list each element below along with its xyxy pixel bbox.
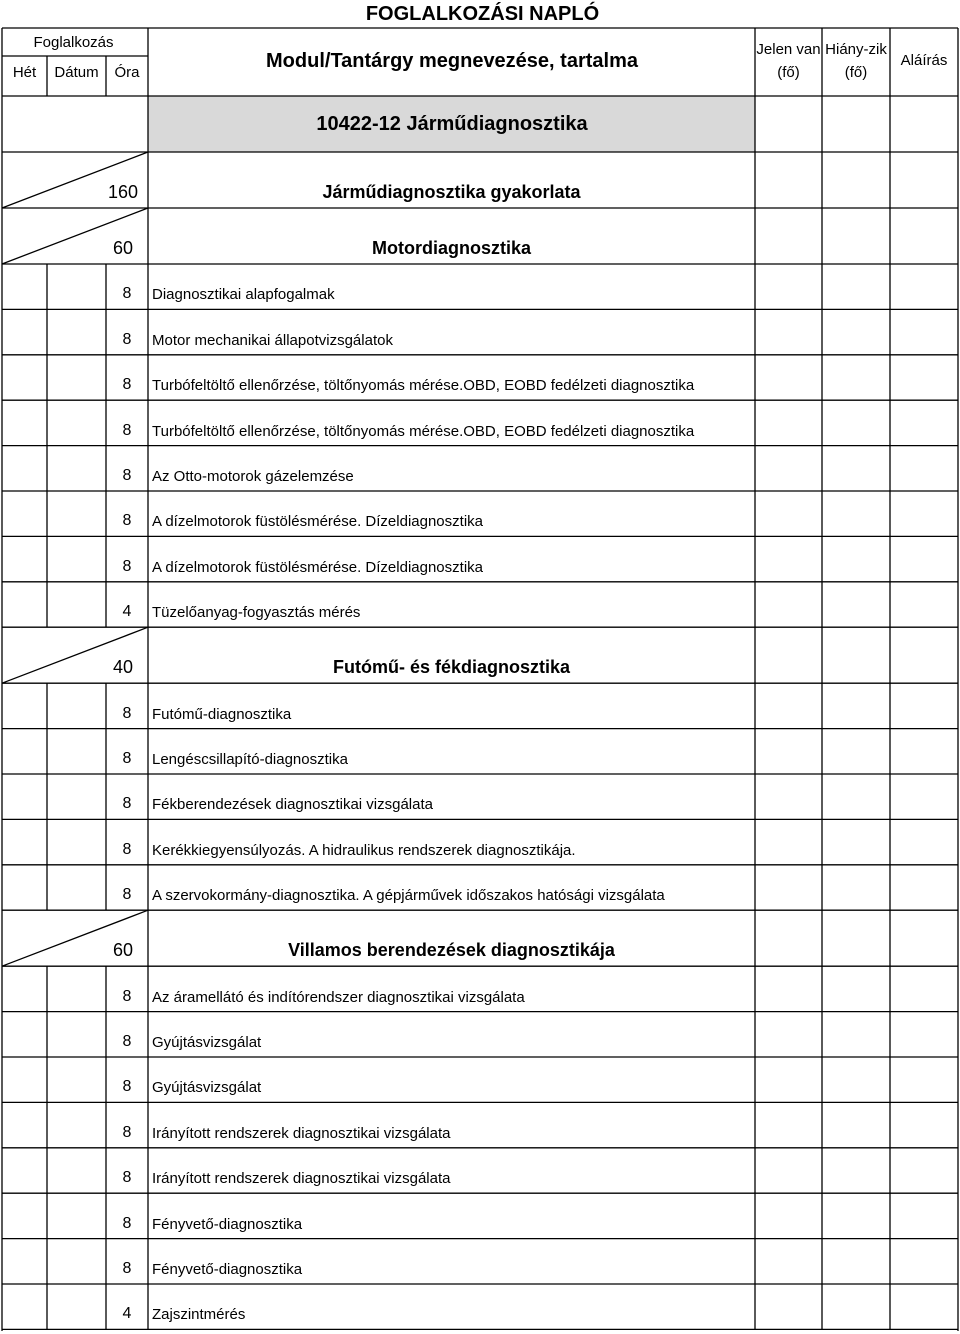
row-hours: 8	[122, 1260, 132, 1277]
topic-text: Az áramellátó és indítórendszer diagnosztikai vizsgálata	[152, 988, 525, 1006]
header-hianyzik-unit: (fő)	[844, 64, 868, 81]
page-title: FOGLALKOZÁSI NAPLÓ	[365, 3, 600, 25]
header-jelen-van: Jelen van	[756, 41, 821, 58]
row-hours: 4	[122, 1305, 132, 1323]
topic-text: Tüzelőanyag-fogyasztás mérés	[152, 604, 361, 622]
row-hours: 8	[122, 376, 132, 394]
row-hours: 8	[122, 987, 132, 1005]
row-hours: 8	[122, 1214, 132, 1232]
row-hours: 8	[122, 421, 132, 439]
row-hours: 60	[112, 238, 134, 258]
section-title: Motordiagnosztika	[371, 238, 531, 258]
topic-text: Fényvető-diagnosztika	[152, 1215, 303, 1233]
topic-text: Gyújtásvizsgálat	[152, 1034, 262, 1051]
row-hours: 8	[122, 330, 132, 348]
section-title: Villamos berendezések diagnosztikája	[288, 940, 615, 961]
row-hours: 160	[107, 182, 139, 202]
topic-text: A dízelmotorok füstölésmérése. Dízeldiagnosztika	[152, 558, 483, 576]
row-hours: 8	[122, 557, 132, 575]
row-hours: 40	[112, 657, 134, 678]
topic-text: Diagnosztikai alapfogalmak	[152, 286, 335, 304]
row-hours: 8	[122, 1169, 132, 1187]
topic-text: Irányított rendszerek diagnosztikai vizsgálata	[152, 1170, 451, 1188]
topic-text: Zajszintmérés	[152, 1306, 246, 1324]
row-hours: 4	[122, 603, 132, 621]
row-hours: 8	[122, 467, 132, 484]
topic-text: Az Otto-motorok gázelemzése	[152, 468, 354, 485]
row-hours: 8	[122, 1078, 132, 1096]
topic-text: Fényvető-diagnosztika	[152, 1261, 303, 1278]
row-hours: 8	[122, 886, 132, 904]
header-ora: Óra	[114, 64, 140, 81]
topic-text: A szervokormány-diagnosztika. A gépjárművek időszakos hatósági vizsgálata	[152, 887, 665, 905]
row-hours: 8	[122, 1033, 132, 1050]
header-alairas: Aláírás	[900, 52, 948, 69]
topic-text: A dízelmotorok füstölésmérése. Dízeldiagnosztika	[152, 513, 483, 531]
row-hours: 8	[122, 840, 132, 858]
row-hours: 8	[122, 285, 132, 303]
topic-text: Turbófeltöltő ellenőrzése, töltőnyomás mérése.OBD, EOBD fedélzeti diagnosztika	[152, 422, 695, 440]
header-jelen-van-unit: (fő)	[777, 64, 800, 81]
section-title: Járműdiagnosztika gyakorlata	[322, 182, 581, 202]
header-hianyzik: Hiány-zik	[825, 41, 887, 58]
section-title: Futómű- és fékdiagnosztika	[332, 657, 571, 678]
header-datum: Dátum	[54, 64, 99, 81]
topic-text: Motor mechanikai állapotvizsgálatok	[152, 331, 393, 349]
topic-text: Irányított rendszerek diagnosztikai vizsgálata	[152, 1124, 451, 1142]
header-modul: Modul/Tantárgy megnevezése, tartalma	[266, 50, 638, 72]
topic-text: Kerékkiegyensúlyozás. A hidraulikus rendszerek diagnosztikája.	[152, 841, 576, 859]
row-hours: 8	[122, 512, 132, 530]
row-hours: 8	[122, 750, 132, 767]
topic-text: Gyújtásvizsgálat	[152, 1079, 262, 1097]
topic-text: Fékberendezések diagnosztikai vizsgálata	[152, 796, 433, 814]
row-hours: 60	[112, 940, 134, 961]
header-het: Hét	[12, 64, 37, 81]
topic-text: Futómű-diagnosztika	[152, 705, 292, 723]
topic-text: Lengéscsillapító-diagnosztika	[152, 751, 348, 768]
header-foglalkozas: Foglalkozás	[33, 34, 114, 51]
row-hours: 8	[122, 704, 132, 722]
topic-text: Turbófeltöltő ellenőrzése, töltőnyomás mérése.OBD, EOBD fedélzeti diagnosztika	[152, 377, 695, 395]
row-hours: 8	[122, 1123, 132, 1141]
module-title: 10422-12 Járműdiagnosztika	[316, 113, 588, 135]
row-hours: 8	[122, 795, 132, 813]
